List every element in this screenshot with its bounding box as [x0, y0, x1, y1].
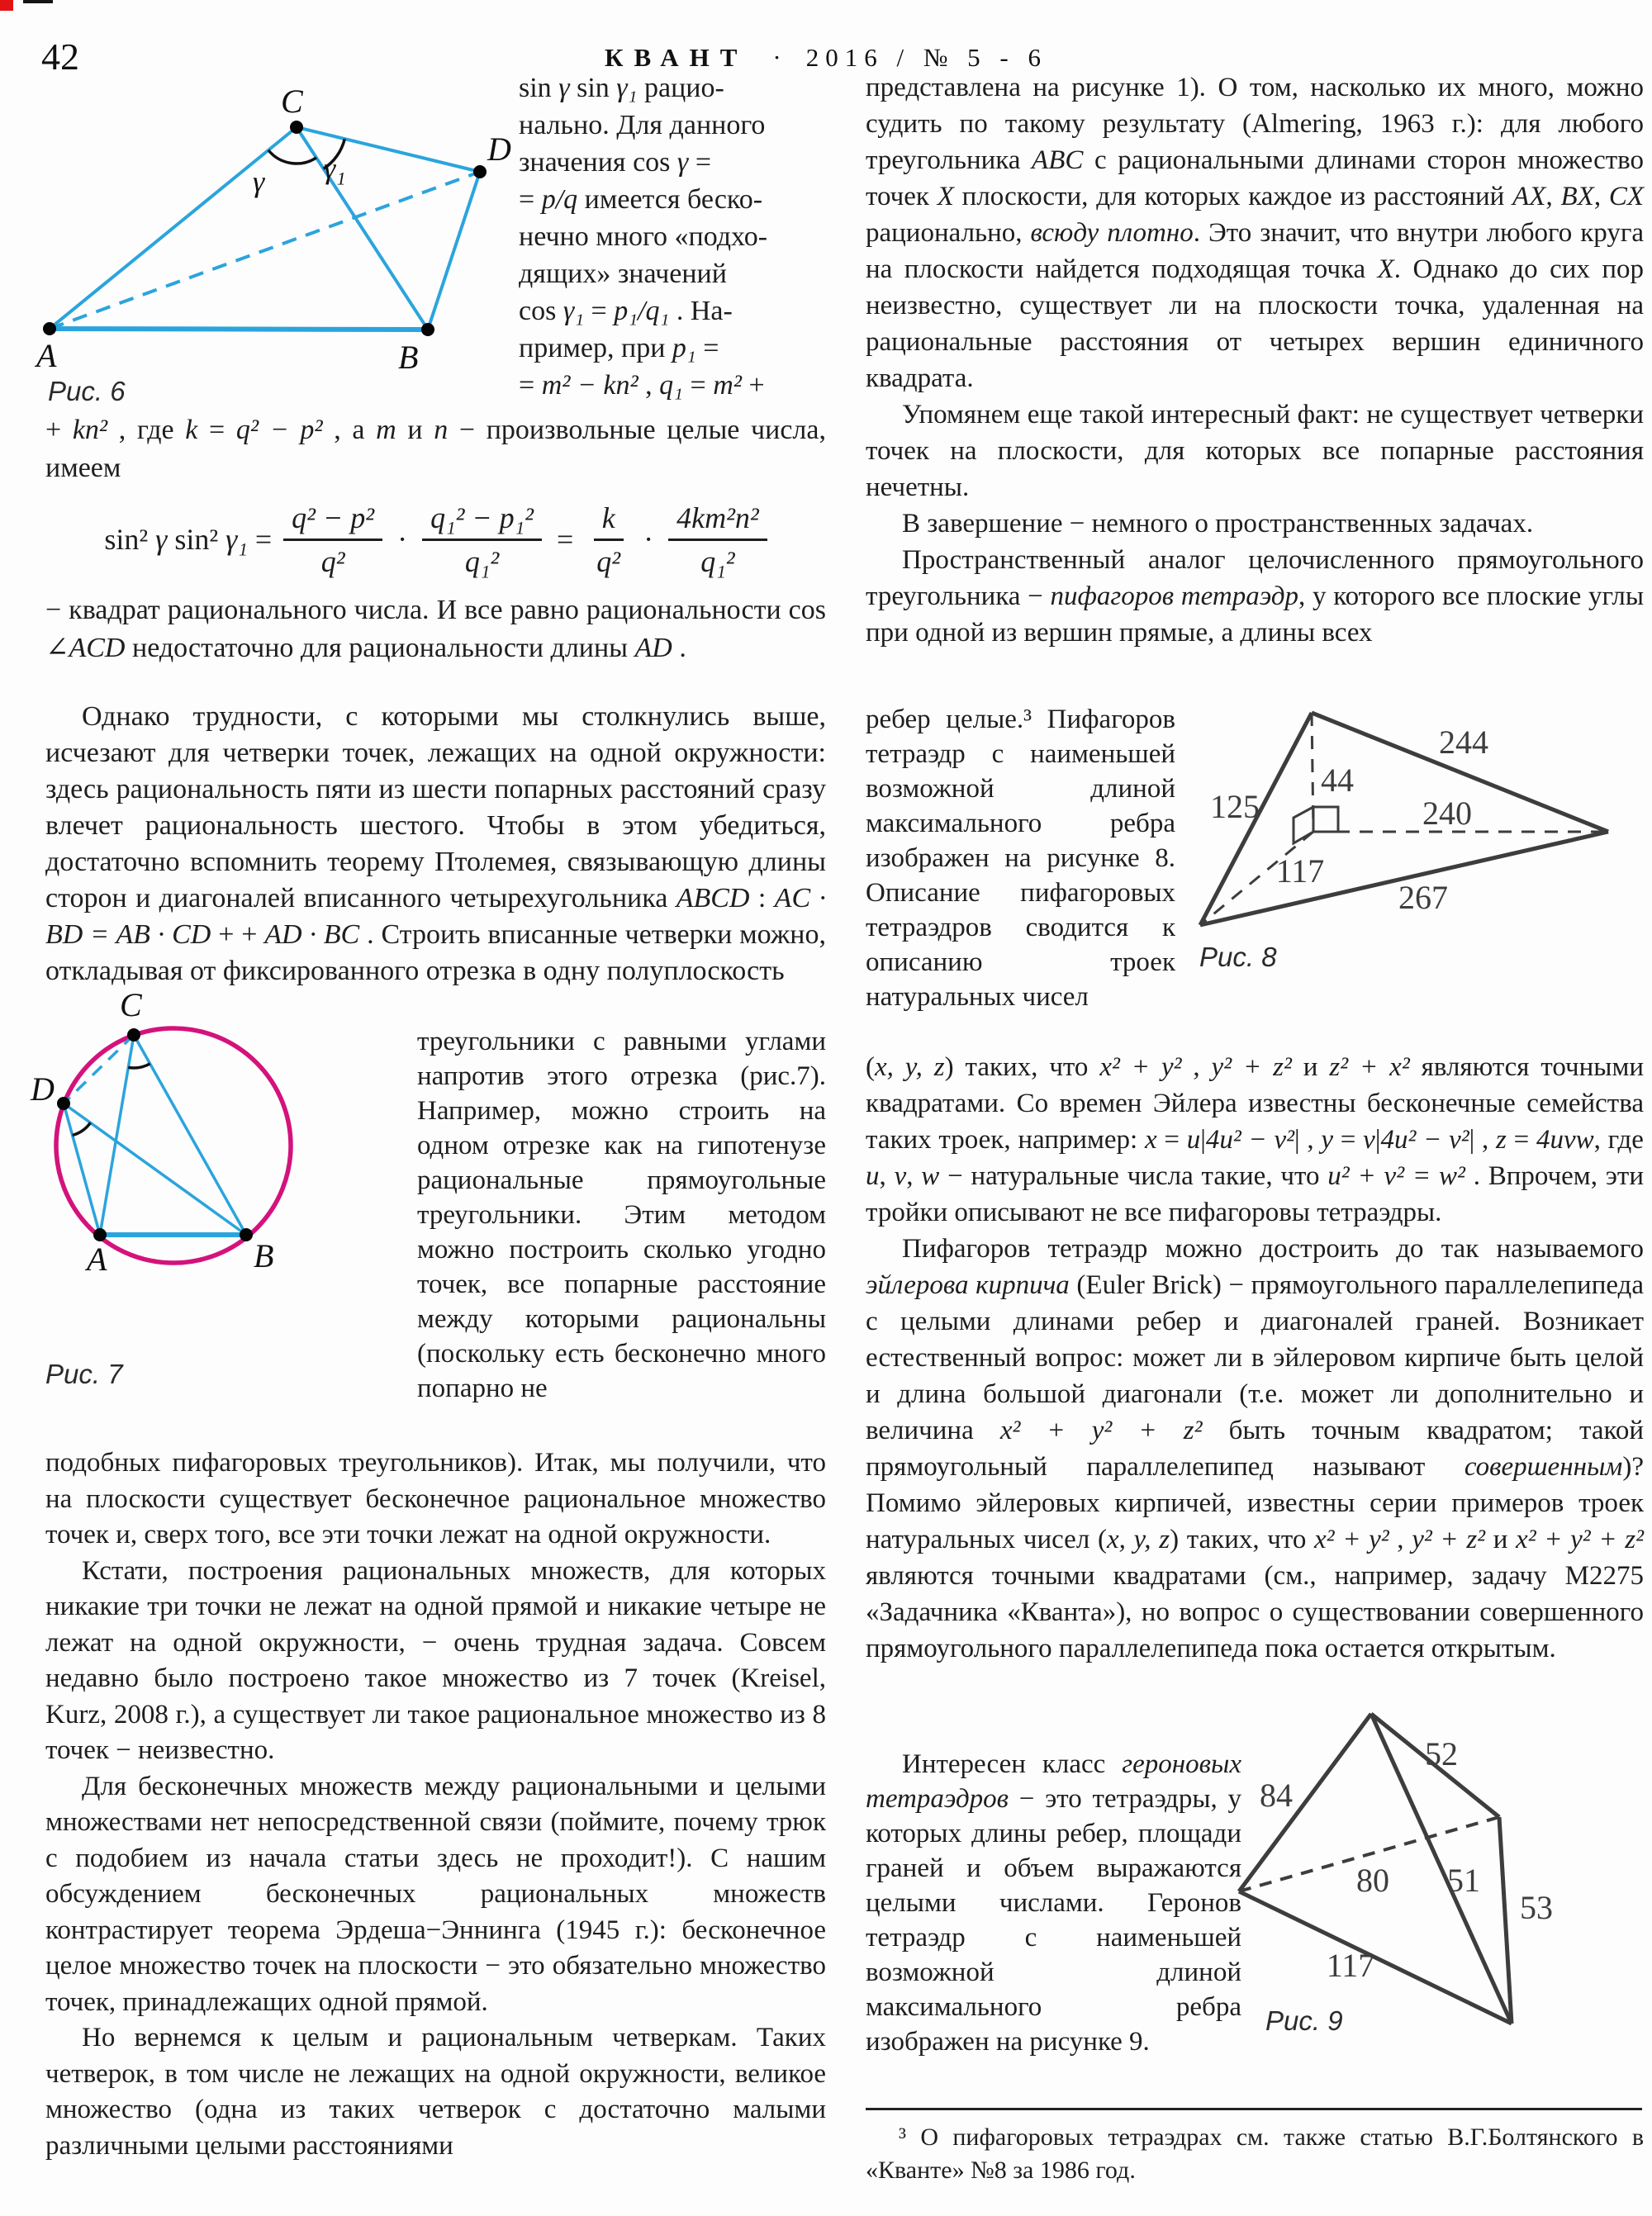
fig6-label-gamma: γ	[253, 165, 265, 198]
formula-lhs: sin² γ sin² γ₁ =	[104, 523, 273, 556]
figure-9-heronian-tetrahedron	[1214, 1697, 1644, 2044]
text-beside-fig8: ребер целые.³ Пифагоров тетраэдр с наименьшей возможной длиной максимального ребра изображен на рисунке 8. Описание пифагоровых тетраэдров сводится к описанию троек натуральных чисел	[866, 705, 1175, 1012]
formula-fraction-1: $\frac{\text{q² − p²}}{\text{q²}}$	[283, 501, 382, 579]
fig8-caption: Рис. 8	[1199, 942, 1277, 972]
fig9-edge-52: 52	[1425, 1735, 1458, 1772]
figure-8-pythagorean-tetrahedron	[1169, 694, 1646, 942]
fig6-caption: Рис. 6	[48, 376, 126, 406]
fig6-label-d: D	[487, 130, 511, 168]
fig6-edges	[50, 127, 480, 330]
fig7-label-d: D	[31, 1070, 55, 1108]
fig6-label-gamma1: γ₁	[324, 152, 346, 185]
fig8-edge-125: 125	[1210, 788, 1260, 825]
paragraph-upomyanem: Упомянем еще такой интересный факт: не существует четверки точек на плоскости, для которых все попарные расстояния нечетны.	[866, 400, 1644, 502]
scan-artifact-red	[0, 0, 13, 11]
journal-header	[496, 43, 1156, 73]
fig8-edge-267: 267	[1398, 879, 1448, 916]
paragraph-odnako: Однако трудности, с которыми мы столкнулись выше, исчезают для четверки точек, лежащих на одной окружности: здесь рациональность пяти из шести попарных расстояний сразу влечет рациональность шестого. Чтобы в этом убедиться, достаточно вспомнить теорему Птолемея, связывающую длины сторон и диагоналей вписанного четырехугольника ABCD : AC · BD = AB · CD + + AD · BC . Строить вписанные четверки можно, откладывая от фиксированного отрезка в одну полуплоскость	[45, 701, 827, 986]
fig6-diagonal-ad-dashed	[50, 172, 480, 329]
page-number: 42	[41, 36, 79, 78]
header-separator: ·	[772, 43, 781, 72]
footnote-text: ³ О пифагоровых тетраэдрах см. также статью В.Г.Болтянского в «Кванте» №8 за 1986 год.	[866, 2123, 1644, 2184]
fig8-edge-244: 244	[1439, 724, 1488, 761]
formula-dot-1: ·	[397, 523, 408, 556]
fig8-right-angle-marker	[1294, 807, 1338, 843]
text-beside-fig6: sin γ sin γ₁ рацио- нально. Для данного значения cos γ = = p/q имеется беско- нечно много «подхо- дящих» значений cos γ₁ = p₁/q₁ . На- пример, при p₁ = = m² − kn² , q₁ = m² +	[519, 73, 768, 401]
fig6-label-c: C	[281, 83, 303, 120]
fig9-edge-84: 84	[1260, 1777, 1293, 1814]
paragraph-square-rational: − квадрат рационального числа. И все равно рациональности cos ∠ACD недостаточно для рациональности длины AD .	[45, 595, 826, 663]
paragraph-prostranstvenny: Пространственный аналог целочисленного прямоугольного треугольника − пифагоров тетраэдр, у которого все плоские углы при одной из вершин прямые, а длины всех	[866, 545, 1644, 648]
fig9-edge-51: 51	[1447, 1862, 1480, 1899]
paragraph-zavershenie: В завершение − немного о пространственных задачах.	[902, 509, 1534, 539]
fig7-vertex-dots	[57, 1028, 253, 1241]
paragraph-predstavlena: представлена на рисунке 1). О том, насколько их много, можно судить по такому результату (Almering, 1963 г.): для любого треугольника ABC с рациональными длинами сторон множество точек X плоскости, для которых каждое из расстояний AX, BX, CX рационально, всюду плотно. Это значит, что внутри любого круга на плоскости найдется подходящая точка X. Однако до сих пор неизвестно, существует ли на плоскости точка, удаленная на рациональные расстояния от четырех вершин единичного квадрата.	[866, 73, 1645, 393]
fig6-label-a: A	[36, 337, 57, 374]
fig7-caption: Рис. 7	[45, 1359, 123, 1389]
text-beside-fig7: треугольники с равными углами напротив этого отрезка (рис.7). Например, можно строить на одном отрезке как на гипотенузе рациональные прямоугольные треугольники. Этим методом можно построить сколько угодно точек, все попарные расстояние между которыми рациональны (поскольку есть бесконечно много попарно не	[417, 1027, 826, 1403]
paragraph-dlya: Для бесконечных множеств между рациональными и целыми множествами нет непосредственной связи (поймите, почему трюк с подобием из начала статьи здесь не проходит!). С нашим обсуждением бесконечных рациональных множеств контрастирует теорема Эрдеша−Эннинга (1945 г.): бесконечное целое множество точек на плоскости − это обязательно множество точек, принадлежащих одной прямой.	[45, 1771, 826, 2017]
fig8-edge-240: 240	[1422, 795, 1472, 832]
journal-issue: 2016 / № 5 - 6	[805, 43, 1047, 72]
right-middle-paragraphs	[866, 1049, 1644, 1667]
fig9-edge-80: 80	[1356, 1862, 1389, 1899]
right-top-paragraphs	[866, 69, 1644, 651]
fig7-label-b: B	[254, 1237, 274, 1274]
left-bottom-paragraphs	[45, 1445, 826, 2164]
paragraph-kstati: Кстати, построения рациональных множеств, для которых никакие три точки не лежат на одной прямой и никакие четыре не лежат на одной окружности, − очень трудная задача. Совсем недавно было построено такое множество из 7 точек (Kreisel, Kurz, 2008 г.), а существует ли такое рациональное множество из 8 точек − неизвестно.	[45, 1555, 826, 1765]
figure-6-quadrilateral	[25, 76, 541, 375]
formula-dot-2: ·	[643, 523, 654, 556]
text-beside-fig9: Интересен класс героновых тетраэдров − это тетраэдры, у которых длины ребер, площади граней и объем выражаются целыми числами. Геронов тетраэдр с наименьшей возможной длиной максимального ребра изображен на рисунке 9.	[866, 1749, 1241, 2057]
fig8-edge-117: 117	[1275, 852, 1325, 890]
fig7-label-c: C	[120, 986, 142, 1023]
paragraph-euler-brick: Пифагоров тетраэдр можно достроить до так называемого эйлерова кирпича (Euler Brick) − прямоугольного параллелепипеда с целыми длинами ребер и диагоналей граней. Возникает естественный вопрос: может ли в эйлеровом кирпиче быть целой и длина большой диагонали (т.е. может ли дополнительно и величина x² + y² + z² быть точным квадратом; такой прямоугольный параллелепипед называют совершенным)? Помимо эйлеровых кирпичей, известны серии примеров троек натуральных чисел (x, y, z) таких, что x² + y² , y² + z² и x² + y² + z² являются точными квадратами (см., например, задачу М2275 «Задачника «Кванта»), но вопрос о существовании совершенного прямоугольного параллелепипеда пока остается открытым.	[866, 1234, 1645, 1663]
fig7-circle	[56, 1028, 291, 1263]
scan-artifact-dash	[23, 0, 53, 3]
fig7-angle-arcs	[73, 1064, 150, 1136]
fig8-edge-44: 44	[1321, 762, 1354, 799]
display-formula	[45, 492, 826, 586]
fig6-label-b: B	[398, 339, 419, 375]
footnote-rule	[866, 2108, 1642, 2110]
paragraph-xyz-triples: (x, y, z) таких, что x² + y² , y² + z² и z² + x² являются точными квадратами. Со времен Эйлера известны бесконечные семейства таких троек, например: x = u|4u² − v²| , y = v|4u² − v²| , z = 4uvw, где u, v, w − натуральные числа такие, что u² + v² = w² . Впрочем, эти тройки описывают не все пифагоровы тетраэдры.	[866, 1052, 1644, 1227]
fig9-edge-53: 53	[1520, 1889, 1553, 1926]
fig9-caption: Рис. 9	[1265, 2005, 1343, 2036]
fig9-edge-117: 117	[1326, 1947, 1375, 1984]
fig7-label-a: A	[87, 1241, 107, 1278]
journal-title: КВАНТ	[605, 43, 748, 72]
formula-fraction-2: $\frac{\text{q₁² − p₁²}}{\text{q₁²}}$	[422, 501, 542, 579]
formula-fraction-3: $\frac{k}{\text{q²}}$	[588, 501, 629, 579]
formula-fraction-4: $\frac{\text{4km²n²}}{\text{q₁²}}$	[668, 501, 767, 579]
paragraph-kn-continuation: + kn² , где k = q² − p² , а m и n − произвольные целые числа, имеем	[45, 415, 826, 483]
formula-equals: =	[556, 523, 574, 556]
paragraph-no-vernemsya: Но вернемся к целым и рациональным четверкам. Таких четверок, в том числе не лежащих на одной окружности, великое множество (одна из таких четверок с достаточно малыми различными целыми расстояниями	[45, 2023, 826, 2161]
paragraph-podobnych: подобных пифагоровых треугольников). Итак, мы получили, что на плоскости существует бесконечное рациональное множество точек и, сверх того, все эти точки лежат на одной окружности.	[45, 1448, 826, 1549]
figure-7-circle-inscribed	[29, 976, 384, 1300]
